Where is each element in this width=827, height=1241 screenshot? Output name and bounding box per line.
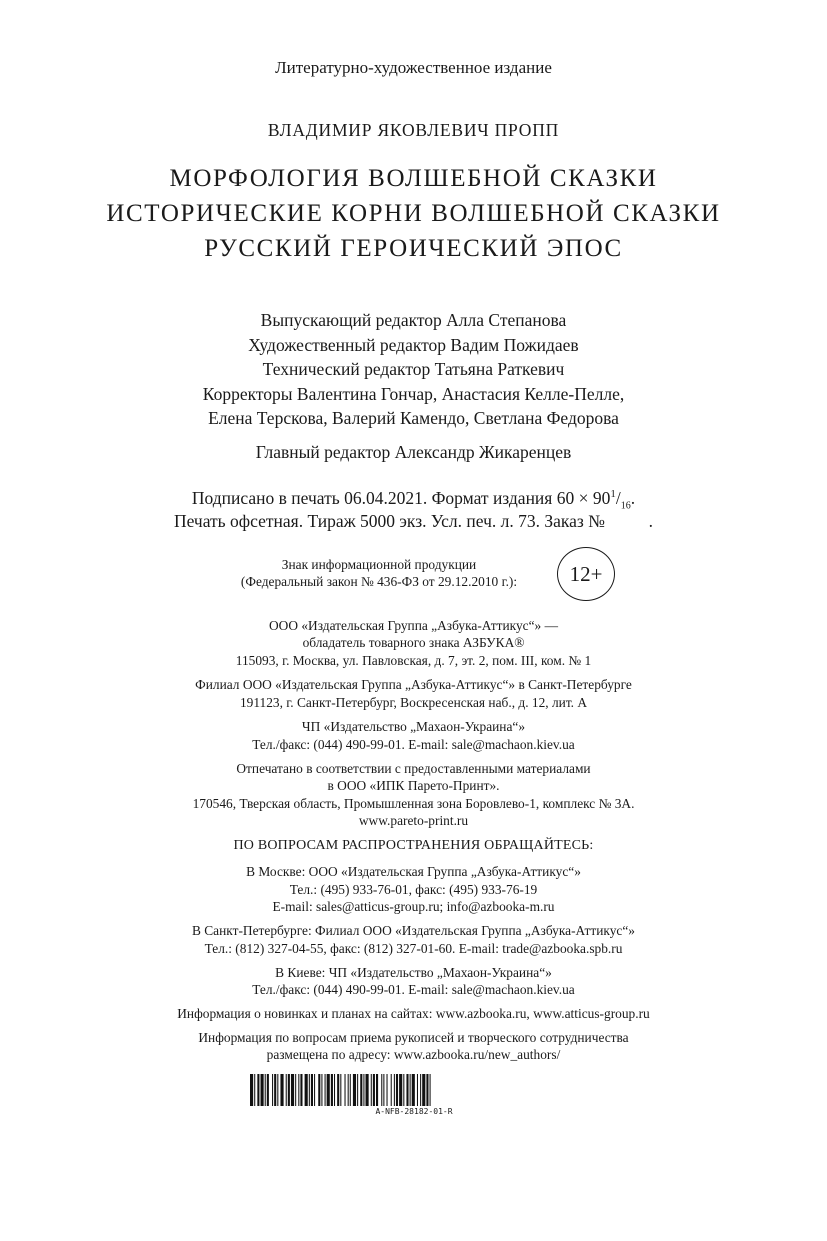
publisher-branch-spb: Филиал ООО «Издательская Группа „Азбука-Аттикус“» в Санкт-Петербурге: [195, 677, 632, 692]
staff-managing-editor: Выпускающий редактор Алла Степанова: [260, 310, 567, 330]
staff-art-editor: Художественный редактор Вадим Пожидаев: [248, 335, 579, 355]
publisher-ukraine: ЧП «Издательство „Махаон-Украина“»: [301, 719, 526, 734]
distribution-kiev-contact: Тел./факс: (044) 490-99-01. E-mail: sale@machaon.kiev.ua: [252, 982, 575, 997]
title-historical-roots: ИСТОРИЧЕСКИЕ КОРНИ ВОЛШЕБНОЙ СКАЗКИ: [106, 200, 721, 227]
printer-line-1: Отпечатано в соответствии с предоставленными материалами: [236, 761, 591, 776]
distribution-websites: Информация о новинках и планах на сайтах: www.azbooka.ru, www.atticus-group.ru: [177, 1006, 650, 1021]
staff-technical-editor: Технический редактор Татьяна Раткевич: [262, 359, 565, 379]
distribution-heading: ПО ВОПРОСАМ РАСПРОСТРАНЕНИЯ ОБРАЩАЙТЕСЬ:: [233, 838, 594, 853]
barcode-code: A-NFB-28182-01-R: [375, 1107, 453, 1116]
publisher-address: 115093, г. Москва, ул. Павловская, д. 7, эт. 2, пом. III, ком. № 1: [235, 653, 592, 668]
manuscripts-info: Информация по вопросам приема рукописей и творческого сотрудничества: [198, 1030, 629, 1045]
staff-proofreaders-1: Корректоры Валентина Гончар, Анастасия Келле-Пелле,: [202, 384, 625, 404]
distribution-spb-contact: Тел.: (812) 327-04-55, факс: (812) 327-01-60. E-mail: trade@azbooka.spb.ru: [204, 941, 623, 956]
author-name: ВЛАДИМИР ЯКОВЛЕВИЧ ПРОПП: [267, 120, 560, 140]
distribution-moscow: В Москве: ООО «Издательская Группа „Азбука-Аттикус“»: [246, 864, 581, 879]
staff-proofreaders-2: Елена Терскова, Валерий Камендо, Светлана Федорова: [208, 408, 619, 428]
printer-address: 170546, Тверская область, Промышленная зона Боровлево-1, комплекс № 3А.: [192, 796, 635, 811]
distribution-moscow-phone: Тел.: (495) 933-76-01, факс: (495) 933-76-19: [289, 882, 538, 897]
publisher-name: ООО «Издательская Группа „Азбука-Аттикус“» —: [268, 618, 558, 633]
title-heroic-epic: РУССКИЙ ГЕРОИЧЕСКИЙ ЭПОС: [204, 235, 623, 262]
publisher-trademark: обладатель товарного знака АЗБУКА®: [302, 635, 525, 650]
print-info-line-2: Печать офсетная. Тираж 5000 экз. Усл. печ. л. 73. Заказ № .: [173, 511, 654, 531]
publisher-ukraine-contact: Тел./факс: (044) 490-99-01. E-mail: sale@machaon.kiev.ua: [252, 737, 575, 752]
publisher-branch-spb-address: 191123, г. Санкт-Петербург, Воскресенская наб., д. 12, лит. А: [239, 695, 588, 710]
distribution-moscow-email: E-mail: sales@atticus-group.ru; info@azbooka-m.ru: [272, 899, 555, 914]
age-rating-badge: 12+: [557, 547, 615, 601]
title-morphology: МОРФОЛОГИЯ ВОЛШЕБНОЙ СКАЗКИ: [169, 165, 658, 192]
distribution-spb: В Санкт-Петербурге: Филиал ООО «Издательская Группа „Азбука-Аттикус“»: [191, 923, 636, 938]
distribution-kiev: В Киеве: ЧП «Издательство „Махаон-Украина“»: [275, 965, 552, 980]
barcode: [250, 1074, 578, 1106]
barcode-icon: [250, 1074, 578, 1106]
printer-website: www.pareto-print.ru: [358, 813, 469, 828]
series-label: Литературно-художественное издание: [275, 58, 552, 77]
age-rating-label: Знак информационной продукции (Федеральный закон № 436-ФЗ от 29.12.2010 г.):: [240, 557, 518, 589]
print-info-line-1: Подписано в печать 06.04.2021. Формат издания $60 \times 90^1/_{16}$.: [191, 488, 636, 512]
manuscripts-url: размещена по адресу: www.azbooka.ru/new_authors/: [266, 1047, 561, 1062]
printer-line-2: в ООО «ИПК Парето-Принт».: [327, 778, 500, 793]
chief-editor: Главный редактор Александр Жикаренцев: [255, 442, 572, 462]
